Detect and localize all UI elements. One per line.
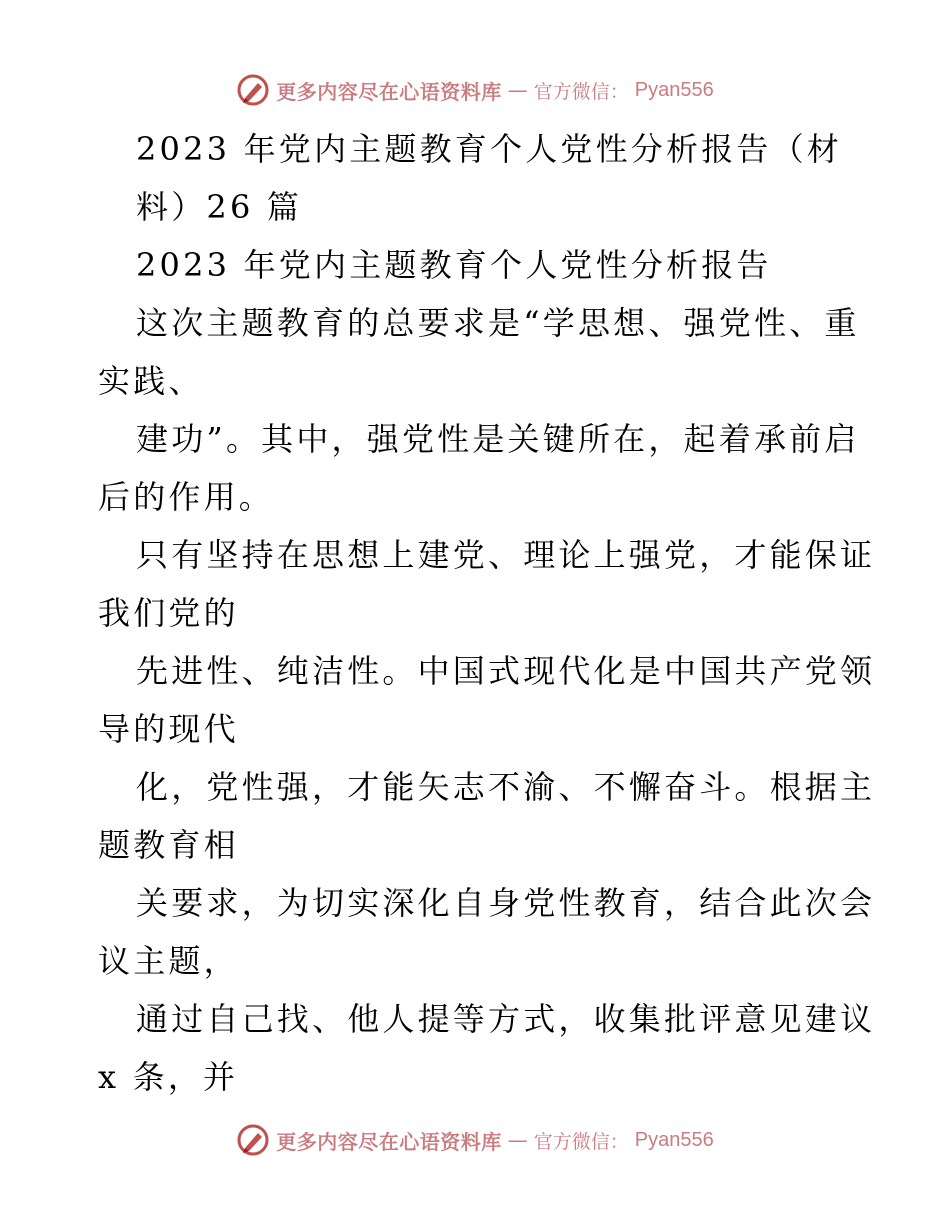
header-separator: — [507,78,528,102]
header-contact-label: 官方微信： [533,80,629,103]
footer-contact-id: Pyan556 [634,1128,714,1151]
doc-line: 议主题， [98,942,239,980]
header-banner-inner [236,73,713,107]
doc-line: 只有坚持在思想上建党、理论上强党，才能保证 [136,536,876,574]
doc-line: 实践、 [98,362,204,400]
doc-line: 这次主题教育的总要求是“学思想、强党性、重 [136,304,860,342]
doc-line: 题教育相 [98,826,239,864]
doc-line: 先进性、纯洁性。中国式现代化是中国共产党领 [136,652,876,690]
doc-line: 导的现代 [98,710,239,748]
doc-line: 后的作用。 [98,478,275,516]
doc-line: 关要求，为切实深化自身党性教育，结合此次会 [136,884,876,922]
doc-line: 建功”。其中，强党性是关键所在，起着承前启 [136,420,860,458]
doc-line: 2023 年党内主题教育个人党性分析报告（材 [136,130,843,168]
doc-line: 通过自己找、他人提等方式，收集批评意见建议 [136,1000,876,1038]
footer-separator: — [507,1128,528,1152]
footer-site-text: 更多内容尽在心语资料库 [276,1129,502,1154]
header-banner [0,70,950,110]
footer-banner-inner [236,1123,713,1157]
document-body [98,120,876,1106]
doc-line: x 条，并 [98,1058,239,1096]
footer-contact-label: 官方微信： [533,1130,629,1153]
footer-banner [0,1120,950,1160]
pen-logo-icon [236,73,270,107]
doc-line: 2023 年党内主题教育个人党性分析报告 [136,246,772,284]
doc-line: 我们党的 [98,594,239,632]
doc-line: 料）26 篇 [136,188,303,226]
header-contact-id: Pyan556 [634,78,714,101]
header-site-text: 更多内容尽在心语资料库 [276,79,502,104]
pen-logo-icon [236,1123,270,1157]
doc-line: 化，党性强，才能矢志不渝、不懈奋斗。根据主 [136,768,876,806]
